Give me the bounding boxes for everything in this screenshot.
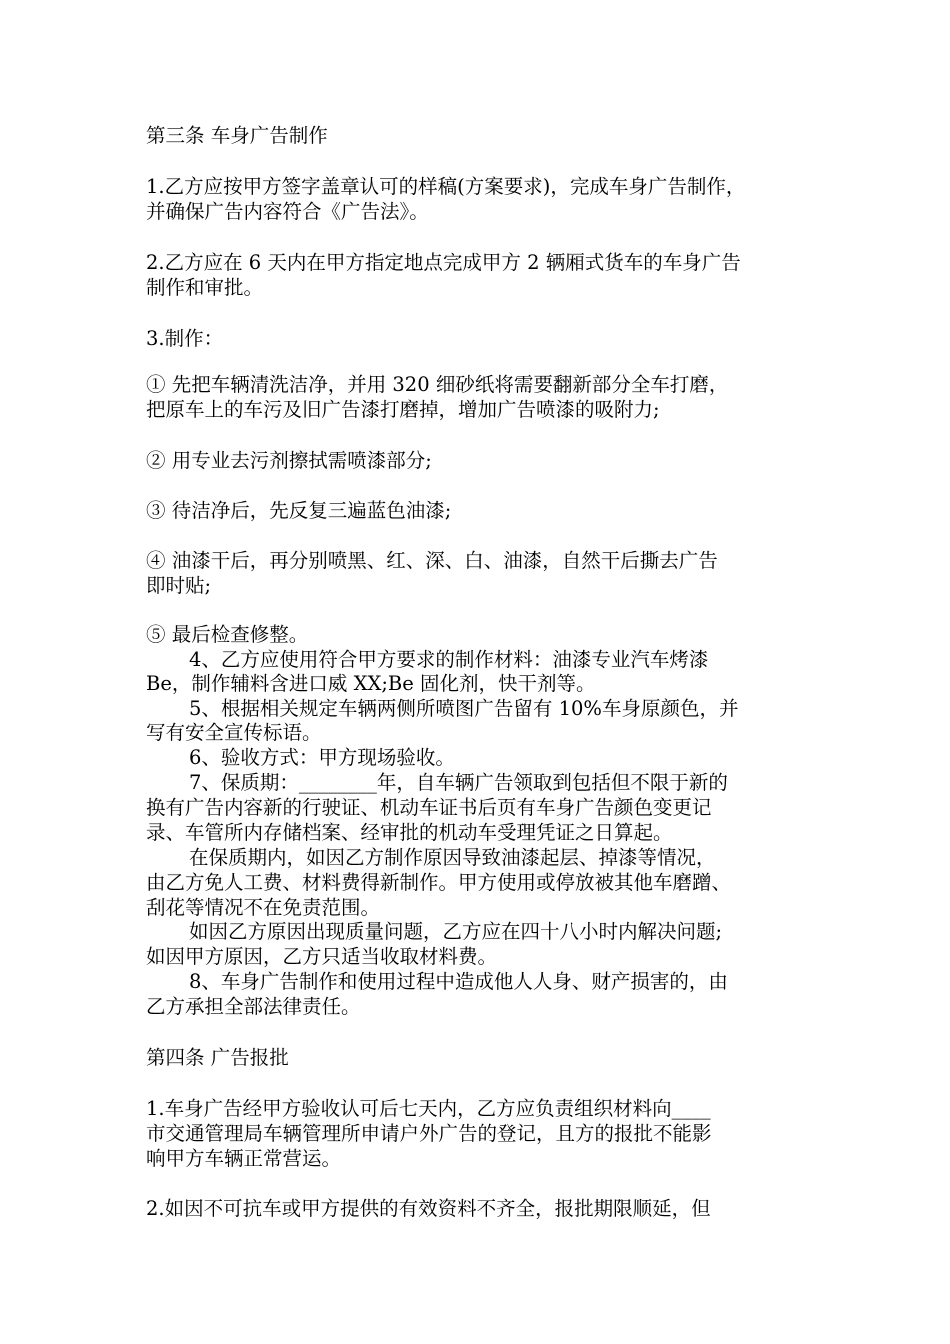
section-heading-4: 第四条 广告报批 bbox=[146, 1046, 289, 1069]
text-line: 在保质期内，如因乙方制作原因导致油漆起层、掉漆等情况， bbox=[189, 846, 716, 869]
text-line: 制作和审批。 bbox=[146, 276, 264, 299]
text-line: Be，制作辅料含进口威 XX;Be 固化剂，快干剂等。 bbox=[146, 672, 596, 695]
text-line: ② 用专业去污剂擦拭需喷漆部分; bbox=[146, 449, 432, 472]
text-line: 如因甲方原因，乙方只适当收取材料费。 bbox=[146, 945, 498, 968]
text-line: 刮花等情况不在免责范围。 bbox=[146, 896, 381, 919]
text-line: ③ 待洁净后，先反复三遍蓝色油漆; bbox=[146, 499, 452, 522]
text-line: 把原车上的车污及旧广告漆打磨掉，增加广告喷漆的吸附力; bbox=[146, 398, 660, 421]
text-line: 1.车身广告经甲方验收认可后七天内，乙方应负责组织材料向____ bbox=[146, 1097, 711, 1120]
text-line: 6、验收方式：甲方现场验收。 bbox=[189, 746, 455, 769]
text-line: 写有安全宣传标语。 bbox=[146, 721, 322, 744]
text-line: 7、保质期：________年，自车辆广告领取到包括但不限于新的 bbox=[189, 771, 728, 794]
text-line: 2.乙方应在 6 天内在甲方指定地点完成甲方 2 辆厢式货车的车身广告 bbox=[146, 251, 741, 274]
text-line: ① 先把车辆清洗洁净，并用 320 细砂纸将需要翻新部分全车打磨， bbox=[146, 373, 729, 396]
text-line: 乙方承担全部法律责任。 bbox=[146, 995, 361, 1018]
text-line: 4、乙方应使用符合甲方要求的制作材料：油漆专业汽车烤漆 bbox=[189, 648, 709, 671]
text-line: 2.如因不可抗车或甲方提供的有效资料不齐全，报批期限顺延，但 bbox=[146, 1197, 711, 1220]
text-line: 如因乙方原因出现质量问题，乙方应在四十八小时内解决问题; bbox=[189, 920, 723, 943]
text-line: 换有广告内容新的行驶证、机动车证书后页有车身广告颜色变更记 bbox=[146, 796, 712, 819]
section-heading-3: 第三条 车身广告制作 bbox=[146, 124, 328, 147]
text-line: 市交通管理局车辆管理所申请户外广告的登记，且方的报批不能影 bbox=[146, 1122, 712, 1145]
text-line: 5、根据相关规定车辆两侧所喷图广告留有 10%车身原颜色，并 bbox=[189, 697, 739, 720]
text-line: 由乙方免人工费、材料费得新制作。甲方使用或停放被其他车磨蹭、 bbox=[146, 871, 732, 894]
text-line: 即时贴; bbox=[146, 574, 212, 597]
text-line: ④ 油漆干后，再分别喷黑、红、深、白、油漆，自然干后撕去广告 bbox=[146, 549, 718, 572]
text-line: 3.制作： bbox=[146, 327, 224, 350]
text-line: 响甲方车辆正常营运。 bbox=[146, 1147, 342, 1170]
text-line: 1.乙方应按甲方签字盖章认可的样稿(方案要求)，完成车身广告制作， bbox=[146, 175, 746, 198]
text-line: ⑤ 最后检查修整。 bbox=[146, 623, 309, 646]
text-line: 并确保广告内容符合《广告法》。 bbox=[146, 200, 429, 223]
text-line: 录、车管所内存储档案、经审批的机动车受理凭证之日算起。 bbox=[146, 821, 673, 844]
text-line: 8、车身广告制作和使用过程中造成他人人身、财产损害的，由 bbox=[189, 970, 728, 993]
